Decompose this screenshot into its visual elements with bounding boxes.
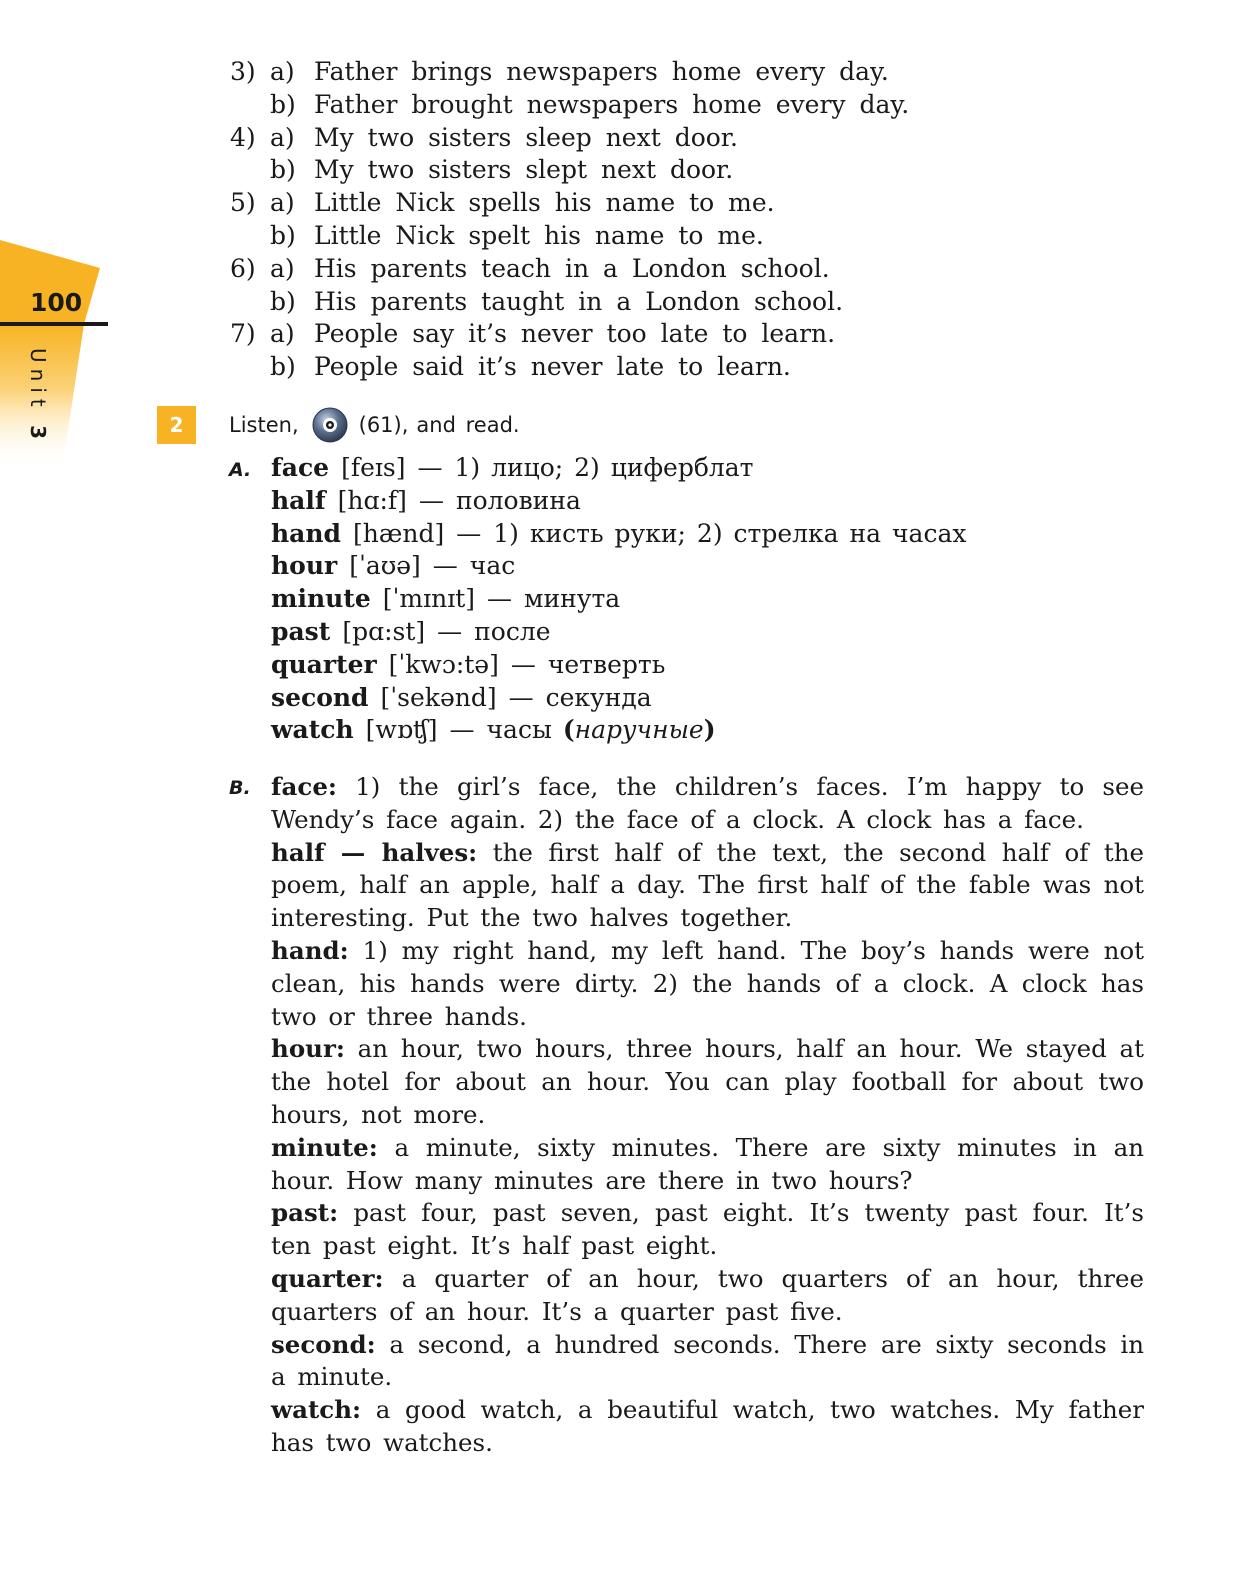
item-number: 3) [230,57,256,86]
exercise-1-item-6b [230,286,1010,319]
section-b-letter: B. [229,777,251,799]
unit-word: Unit [26,348,50,413]
vocab-note: наручные [574,715,704,745]
vocab-item [271,649,1171,682]
vocab-translation: часы [486,715,552,745]
example-paragraph [271,837,1144,935]
vocab-item [271,518,1171,551]
item-letter: b) [270,89,296,119]
example-headword: hour: [271,1034,345,1064]
vocab-dash: — [508,682,534,712]
vocab-translation: после [474,616,551,646]
vocab-transcription: [ˈmɪnɪt] [382,584,475,614]
example-headword: quarter: [271,1263,384,1293]
examples-list [271,771,1144,1460]
item-letter: b) [270,286,296,316]
item-letter: a) [270,57,295,86]
exercise-1-item-4a [230,122,1010,155]
vocab-translation: 1) лицо; 2) циферблат [454,453,754,482]
item-letter: b) [270,155,296,185]
vocab-transcription: [pɑ:st] [342,616,426,646]
vocab-dash: — [437,616,463,646]
vocab-dash: — [456,518,482,548]
sentence: His parents taught in a London school. [314,286,844,316]
item-letter: a) [270,188,295,218]
example-paragraph [271,935,1144,1033]
item-number: 7) [230,319,256,349]
exercise-1-item-3b [230,89,1010,122]
page-number: 100 [30,288,83,317]
exercise-1-item-5b [230,220,1010,253]
exercise-1-item-7a [230,318,1010,351]
vocab-transcription: [ˈkwɔ:tə] [388,649,499,679]
example-headword: watch: [271,1395,362,1425]
vocab-word: watch [271,715,354,745]
example-text: a good watch, a beautiful watch, two watches. My father has two watches. [271,1395,1144,1457]
sentence: Father brought newspapers home every day. [314,89,910,119]
example-text: a second, a hundred seconds. There are sixty seconds in a minute. [271,1329,1144,1392]
vocab-word: face [271,453,330,482]
exercise-1-item-5a [230,187,1010,220]
vocab-dash: — [417,453,443,482]
vocab-dash: — [510,649,536,679]
vocab-item [271,616,1171,649]
example-paragraph [271,1329,1144,1395]
page-tab-shape [0,240,120,470]
item-letter: a) [270,253,295,283]
vocab-translation: четверть [547,649,666,679]
example-headword: half — halves: [271,837,478,867]
item-letter: b) [270,220,296,250]
vocab-translation: минута [524,584,621,614]
exercise-1-item-7b [230,351,1010,384]
track-number: (61), [358,413,409,437]
sentence: People say it’s never too late to learn. [314,319,836,349]
example-paragraph [271,1033,1144,1131]
example-text: past four, past seven, past eight. It’s twenty past four. It’s ten past eight. It’s half past eight. [271,1198,1144,1261]
section-a-letter: A. [229,459,252,481]
vocab-word: minute [271,584,371,614]
vocab-transcription: [ˈsekənd] [380,682,497,712]
sentence: My two sisters sleep next door. [314,122,738,152]
unit-number: 3 [26,425,50,439]
vocab-note-open: ( [562,715,575,745]
vocab-word: past [271,616,331,646]
vocab-dash: — [432,551,458,581]
vocab-item [271,714,1171,747]
cd-icon[interactable] [311,406,349,444]
instruction-text: Listen, [229,413,299,437]
vocab-dash: — [487,584,512,614]
exercise-1-item-3a [230,56,1010,89]
vocab-word: half [271,485,326,515]
vocab-transcription: [hɑ:f] [337,485,407,515]
vocab-item [271,682,1171,715]
vocab-transcription: [ˈaʊə] [349,551,421,581]
example-headword: minute: [271,1132,378,1162]
vocab-item [271,550,1171,583]
example-paragraph [271,1132,1144,1198]
vocab-translation: половина [455,485,581,515]
vocab-translation: секунда [545,682,652,712]
vocab-dash: — [449,715,475,745]
example-headword: hand: [271,935,349,965]
example-paragraph [271,771,1144,837]
vocab-note-close: ) [703,715,716,745]
vocab-transcription: [hænd] [353,518,445,548]
exercise-1-item-6a [230,253,1010,286]
example-headword: past: [271,1198,339,1228]
vocab-translation: час [469,551,516,581]
example-text: 1) my right hand, my left hand. The boy’s hands were not clean, his hands were dirty. 2) the hands of a clock. A clock has two or three hands. [271,935,1144,1031]
example-headword: face: [271,772,337,801]
exercise-1-list [230,56,1010,384]
sentence: People said it’s never late to learn. [314,352,791,382]
item-number: 5) [230,188,256,218]
vocab-word: hand [271,518,342,548]
item-letter: b) [270,352,296,382]
example-paragraph [271,1394,1144,1460]
instruction-text-end: and read. [416,413,520,437]
page-tab [0,240,120,470]
item-number: 6) [230,253,256,283]
vocab-translation: 1) кисть руки; 2) стрелка на часах [493,518,967,548]
sentence: Little Nick spelt his name to me. [314,220,764,250]
sentence: My two sisters slept next door. [314,155,734,185]
exercise-2-instruction [229,404,520,446]
example-paragraph [271,1263,1144,1329]
vocab-item [271,583,1171,616]
vocab-item [271,485,1171,518]
example-paragraph [271,1197,1144,1263]
vocab-transcription: [wɒʧ] [365,715,438,745]
example-text: a minute, sixty minutes. There are sixty minutes in an hour. How many minutes are there in two hours? [271,1132,1144,1195]
item-letter: a) [270,319,295,349]
sentence: Father brings newspapers home every day. [314,57,889,86]
example-text: the first half of the text, the second half of the poem, half an apple, half a day. The first half of the fable was not interesting. Put the two halves together. [271,837,1144,933]
vocab-word: quarter [271,649,377,679]
vocab-dash: — [418,485,444,515]
example-text: 1) the girl’s face, the children’s faces. I’m happy to see Wendy’s face again. 2) the face of a clock. A clock has a face. [271,772,1144,834]
sentence: Little Nick spells his name to me. [314,188,775,218]
unit-label [26,348,50,439]
sentence: His parents teach in a London school. [314,253,830,283]
item-number: 4) [230,122,256,152]
vocab-word: second [271,682,369,712]
example-headword: second: [271,1329,376,1359]
exercise-2-number-badge: 2 [157,406,196,444]
vocab-transcription: [feɪs] [341,453,406,482]
vocabulary-list [271,452,1171,747]
example-text: a quarter of an hour, two quarters of an hour, three quarters of an hour. It’s a quarter past five. [271,1263,1144,1326]
item-letter: a) [270,122,295,152]
vocab-word: hour [271,551,338,581]
vocab-item [271,452,1171,485]
exercise-1-item-4b [230,154,1010,187]
example-text: an hour, two hours, three hours, half an hour. We stayed at the hotel for about an hour. You can play football for about two hours, not more. [271,1034,1144,1129]
